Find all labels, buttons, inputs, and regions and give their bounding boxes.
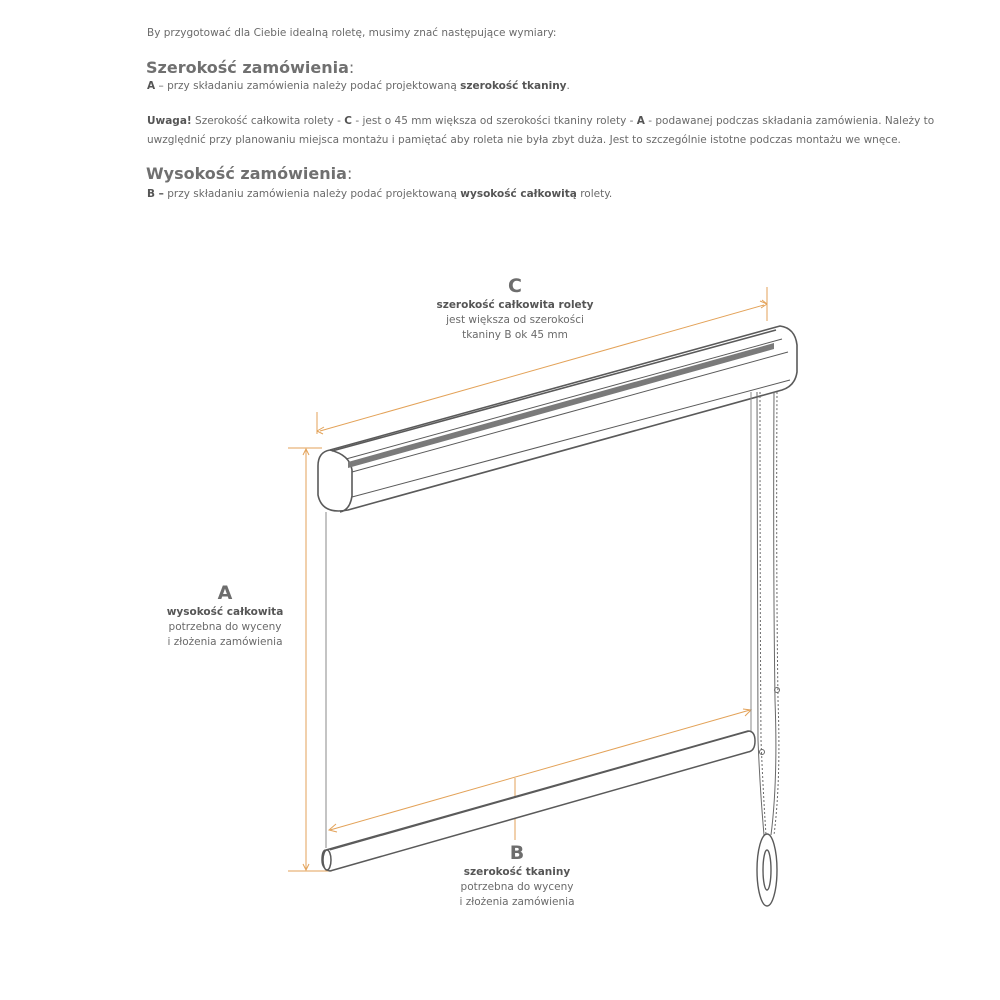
height-heading: Wysokość zamówienia:: [146, 164, 353, 183]
label-a: [145, 581, 305, 650]
label-b: [437, 841, 597, 910]
label-c-line2: tkaniny B ok 45 mm: [462, 329, 568, 341]
label-c: [415, 274, 615, 343]
label-a-line1: potrzebna do wyceny: [168, 621, 282, 633]
label-b-line1: potrzebna do wyceny: [460, 881, 574, 893]
warning-line-2: uwzględnić przy planowaniu miejsca montażu i pamiętać aby roleta nie była zbyt duża. Jest to szczególnie istotne podczas montażu we wnęce.: [147, 134, 901, 146]
warning-line-1: Uwaga! Szerokość całkowita rolety - C - jest o 45 mm większa od szerokości tkaniny rolety - A - podawanej podczas składania zamówienia. Należy to: [147, 115, 935, 127]
dimension-a-line: [288, 448, 332, 871]
label-c-title: szerokość całkowita rolety: [436, 299, 594, 311]
intro-text: By przygotować dla Ciebie idealną roletę, musimy znać następujące wymiary:: [147, 27, 557, 39]
dimension-b-line: [329, 709, 751, 840]
label-a-line2: i złożenia zamówienia: [167, 636, 283, 648]
label-a-title: wysokość całkowita: [166, 606, 284, 618]
height-description: B – przy składaniu zamówienia należy podać projektowaną wysokość całkowitą rolety.: [147, 188, 613, 200]
label-b-title: szerokość tkaniny: [463, 866, 571, 878]
label-b-line2: i złożenia zamówienia: [459, 896, 575, 908]
headrail-cassette: [318, 326, 797, 512]
bead-chain: [757, 392, 780, 835]
chain-weight-icon: [757, 834, 777, 906]
width-description: A – przy składaniu zamówienia należy podać projektowaną szerokość tkaniny.: [147, 80, 570, 92]
label-b-letter: B: [509, 842, 525, 864]
label-c-letter: C: [508, 275, 522, 297]
width-heading: Szerokość zamówienia:: [146, 58, 355, 77]
label-c-line1: jest większa od szerokości: [446, 314, 584, 326]
label-a-letter: A: [217, 582, 233, 604]
